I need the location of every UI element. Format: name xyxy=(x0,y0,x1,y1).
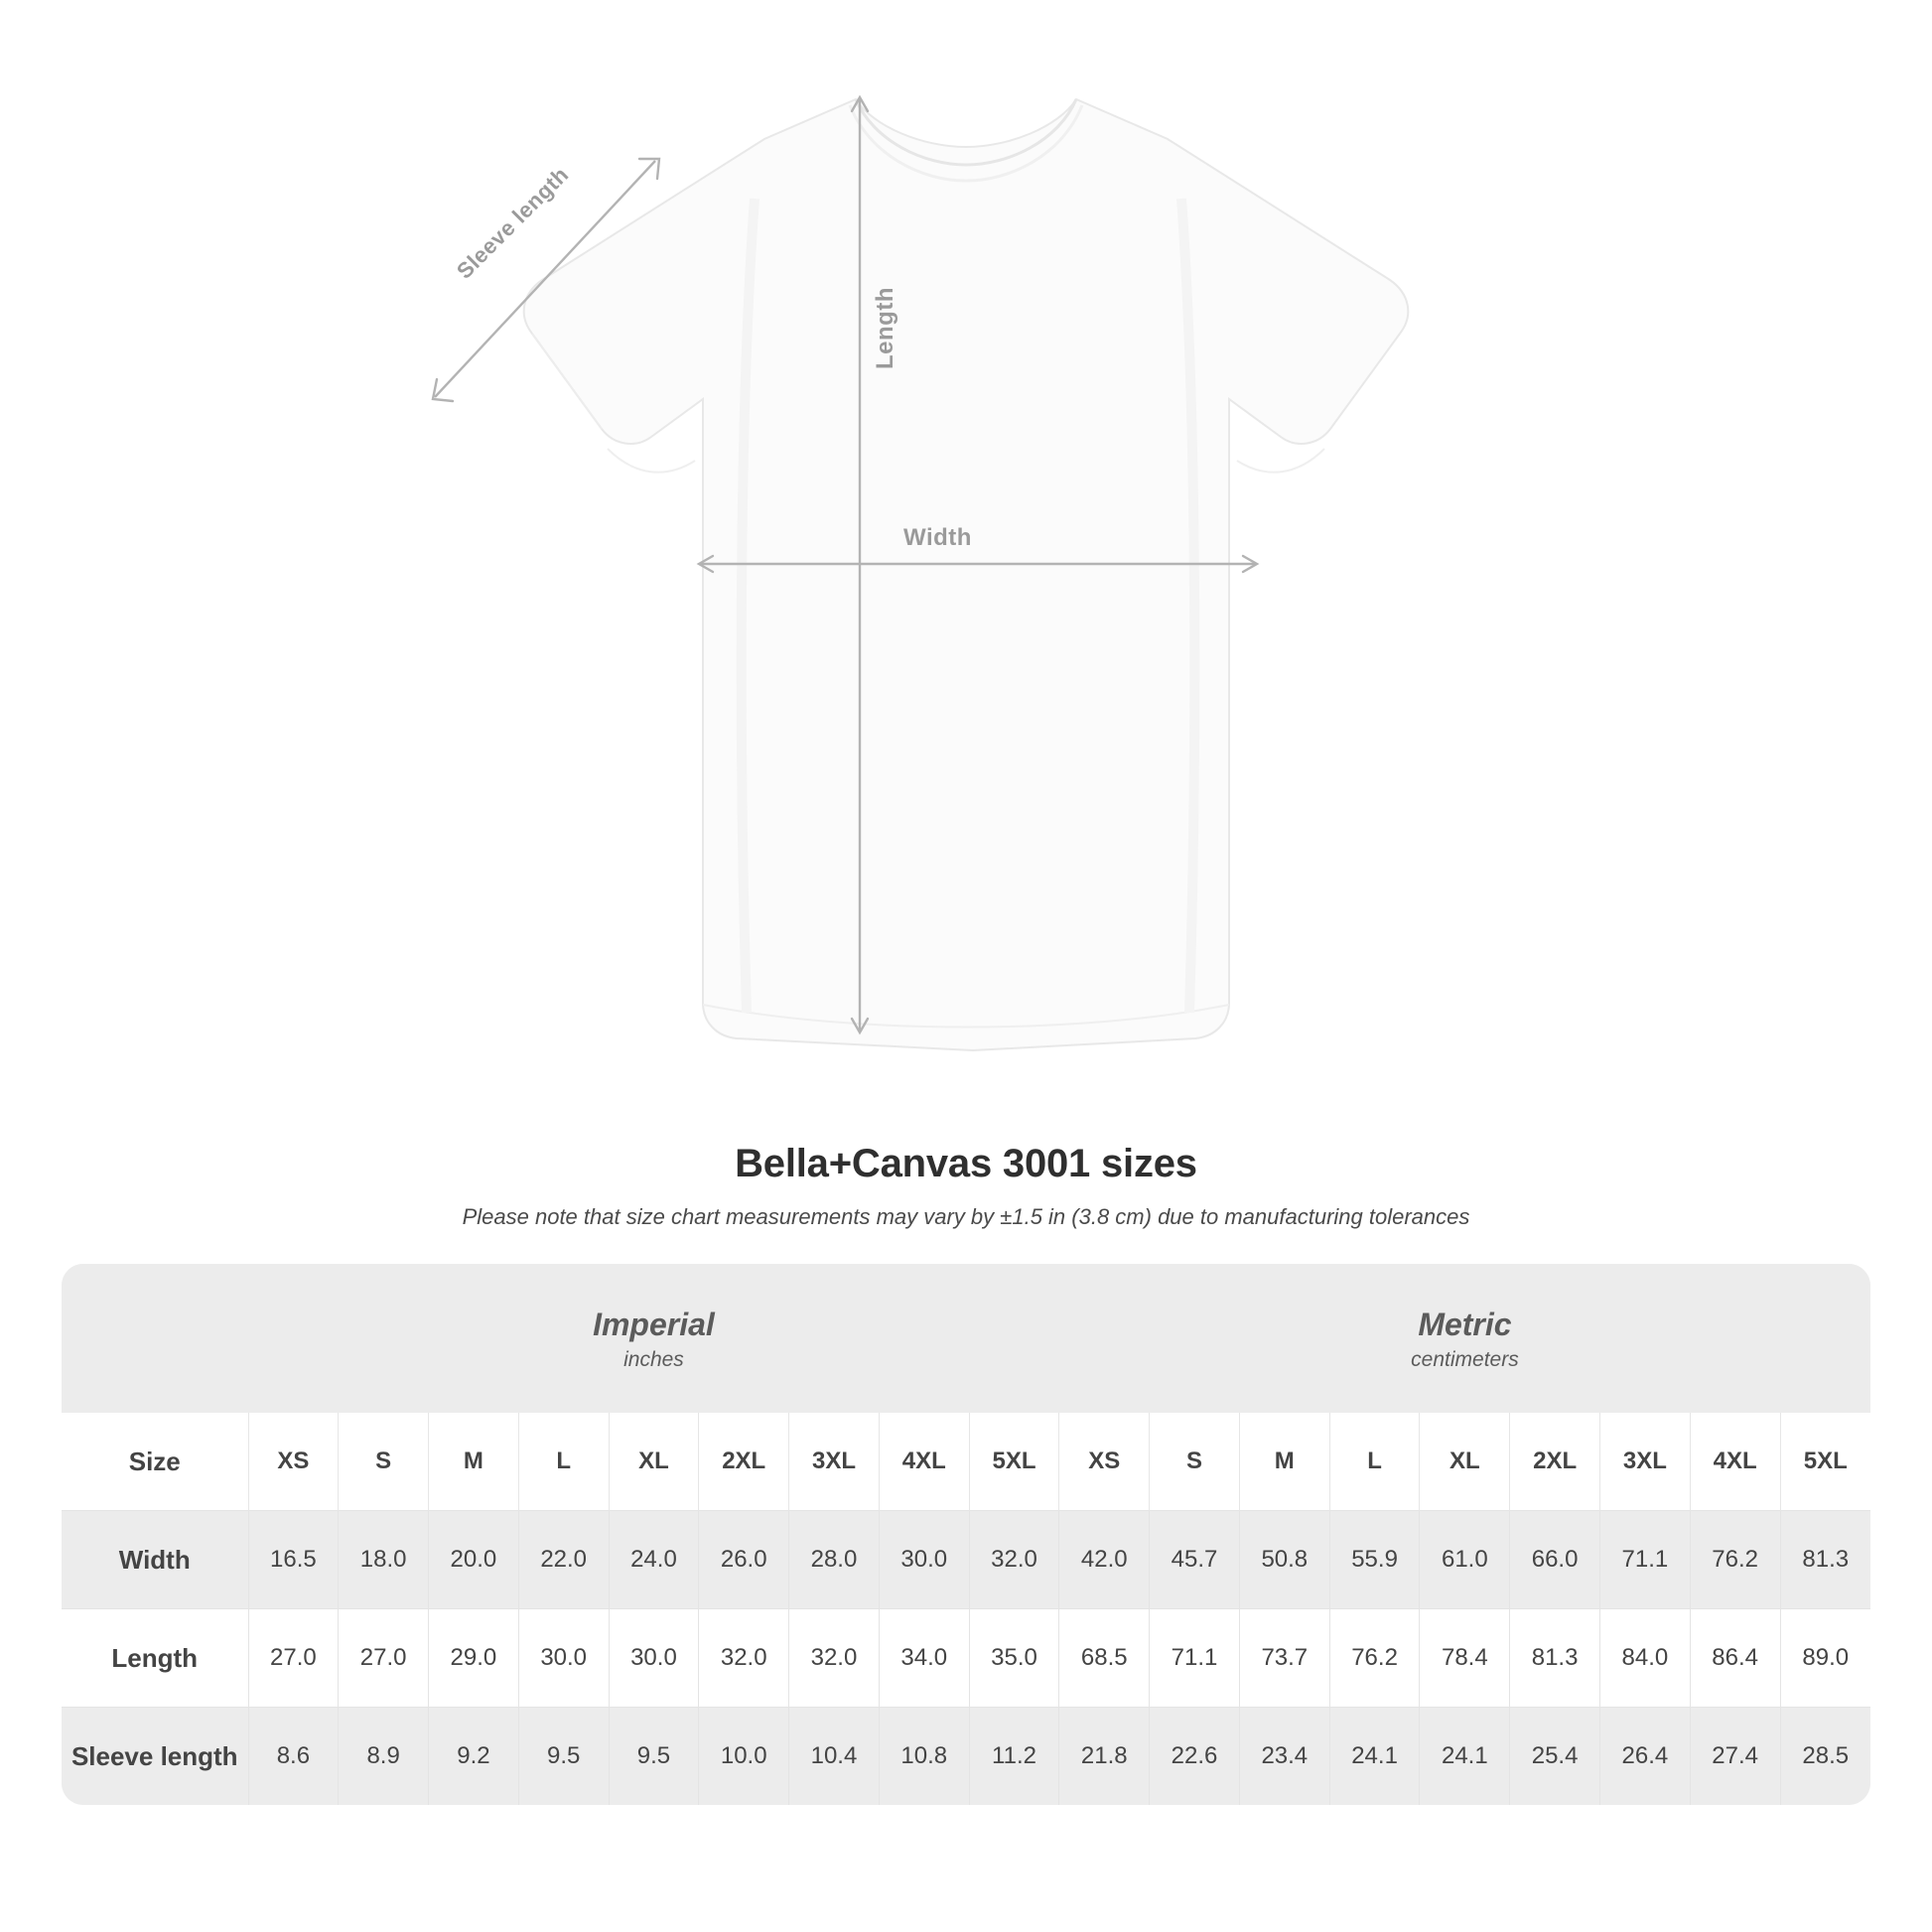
size-header-cell: XS xyxy=(1059,1413,1150,1511)
title-block xyxy=(0,1142,1932,1230)
cell-width: 28.0 xyxy=(789,1511,880,1609)
cell-width: 30.0 xyxy=(879,1511,969,1609)
cell-sleeve: 25.4 xyxy=(1510,1708,1600,1806)
cell-sleeve: 23.4 xyxy=(1239,1708,1329,1806)
cell-width: 42.0 xyxy=(1059,1511,1150,1609)
cell-length: 29.0 xyxy=(429,1609,519,1708)
cell-width: 45.7 xyxy=(1150,1511,1240,1609)
cell-width: 26.0 xyxy=(699,1511,789,1609)
cell-length: 30.0 xyxy=(609,1609,699,1708)
size-header-cell: M xyxy=(429,1413,519,1511)
sleeve-length-label: Sleeve length xyxy=(452,162,574,284)
cell-width: 18.0 xyxy=(339,1511,429,1609)
cell-length: 30.0 xyxy=(518,1609,609,1708)
unit-group-metric xyxy=(1059,1264,1870,1413)
cell-sleeve: 27.4 xyxy=(1690,1708,1780,1806)
cell-width: 71.1 xyxy=(1599,1511,1690,1609)
cell-sleeve: 22.6 xyxy=(1150,1708,1240,1806)
cell-sleeve: 28.5 xyxy=(1780,1708,1870,1806)
tolerance-note: Please note that size chart measurements may vary by ±1.5 in (3.8 cm) due to manufacturing tolerances xyxy=(462,1204,1470,1229)
row-label-width: Width xyxy=(62,1511,248,1609)
cell-sleeve: 26.4 xyxy=(1599,1708,1690,1806)
table-row xyxy=(62,1708,1870,1806)
unit-row-spacer xyxy=(62,1264,248,1413)
size-header-cell: 2XL xyxy=(699,1413,789,1511)
size-header-cell: L xyxy=(518,1413,609,1511)
tshirt-shape xyxy=(524,99,1409,1050)
cell-sleeve: 9.5 xyxy=(609,1708,699,1806)
cell-sleeve: 10.4 xyxy=(789,1708,880,1806)
size-table-container xyxy=(62,1264,1870,1805)
size-header-cell: L xyxy=(1329,1413,1420,1511)
cell-sleeve: 9.5 xyxy=(518,1708,609,1806)
cell-length: 27.0 xyxy=(339,1609,429,1708)
unit-header-row xyxy=(62,1264,1870,1413)
size-header-cell: 4XL xyxy=(879,1413,969,1511)
unit-group-imperial-name: Imperial xyxy=(593,1307,715,1342)
size-header-row xyxy=(62,1413,1870,1511)
cell-length: 68.5 xyxy=(1059,1609,1150,1708)
cell-width: 24.0 xyxy=(609,1511,699,1609)
cell-length: 78.4 xyxy=(1420,1609,1510,1708)
cell-width: 16.5 xyxy=(248,1511,339,1609)
row-label-length: Length xyxy=(62,1609,248,1708)
cell-width: 66.0 xyxy=(1510,1511,1600,1609)
size-header-cell: XL xyxy=(609,1413,699,1511)
cell-length: 71.1 xyxy=(1150,1609,1240,1708)
cell-length: 86.4 xyxy=(1690,1609,1780,1708)
table-row xyxy=(62,1511,1870,1609)
size-header-cell: S xyxy=(1150,1413,1240,1511)
cell-width: 20.0 xyxy=(429,1511,519,1609)
cell-width: 55.9 xyxy=(1329,1511,1420,1609)
cell-length: 89.0 xyxy=(1780,1609,1870,1708)
size-header-cell: XS xyxy=(248,1413,339,1511)
cell-sleeve: 10.8 xyxy=(879,1708,969,1806)
length-label: Length xyxy=(872,287,898,369)
cell-sleeve: 24.1 xyxy=(1420,1708,1510,1806)
size-header-cell: 5XL xyxy=(969,1413,1059,1511)
cell-length: 76.2 xyxy=(1329,1609,1420,1708)
unit-group-imperial xyxy=(248,1264,1059,1413)
size-header-cell: M xyxy=(1239,1413,1329,1511)
size-header-cell: S xyxy=(339,1413,429,1511)
unit-group-metric-name: Metric xyxy=(1418,1307,1512,1342)
size-header-cell: 4XL xyxy=(1690,1413,1780,1511)
cell-length: 81.3 xyxy=(1510,1609,1600,1708)
cell-sleeve: 8.9 xyxy=(339,1708,429,1806)
size-header-cell: 3XL xyxy=(1599,1413,1690,1511)
size-header-cell: 3XL xyxy=(789,1413,880,1511)
cell-width: 61.0 xyxy=(1420,1511,1510,1609)
cell-length: 34.0 xyxy=(879,1609,969,1708)
cell-sleeve: 11.2 xyxy=(969,1708,1059,1806)
cell-length: 84.0 xyxy=(1599,1609,1690,1708)
row-label-sleeve-length: Sleeve length xyxy=(62,1708,248,1806)
cell-length: 73.7 xyxy=(1239,1609,1329,1708)
cell-sleeve: 8.6 xyxy=(248,1708,339,1806)
cell-width: 76.2 xyxy=(1690,1511,1780,1609)
unit-group-imperial-sub: inches xyxy=(623,1348,684,1371)
size-header-label: Size xyxy=(62,1413,248,1511)
page-title: Bella+Canvas 3001 sizes xyxy=(735,1142,1197,1185)
unit-group-metric-sub: centimeters xyxy=(1411,1348,1519,1371)
cell-width: 32.0 xyxy=(969,1511,1059,1609)
cell-width: 22.0 xyxy=(518,1511,609,1609)
width-label: Width xyxy=(903,524,972,551)
cell-sleeve: 10.0 xyxy=(699,1708,789,1806)
cell-width: 50.8 xyxy=(1239,1511,1329,1609)
cell-length: 32.0 xyxy=(789,1609,880,1708)
cell-length: 32.0 xyxy=(699,1609,789,1708)
size-header-cell: 5XL xyxy=(1780,1413,1870,1511)
cell-sleeve: 24.1 xyxy=(1329,1708,1420,1806)
cell-length: 35.0 xyxy=(969,1609,1059,1708)
size-table xyxy=(62,1264,1870,1805)
cell-sleeve: 21.8 xyxy=(1059,1708,1150,1806)
table-row xyxy=(62,1609,1870,1708)
cell-sleeve: 9.2 xyxy=(429,1708,519,1806)
cell-length: 27.0 xyxy=(248,1609,339,1708)
cell-width: 81.3 xyxy=(1780,1511,1870,1609)
size-header-cell: 2XL xyxy=(1510,1413,1600,1511)
size-header-cell: XL xyxy=(1420,1413,1510,1511)
